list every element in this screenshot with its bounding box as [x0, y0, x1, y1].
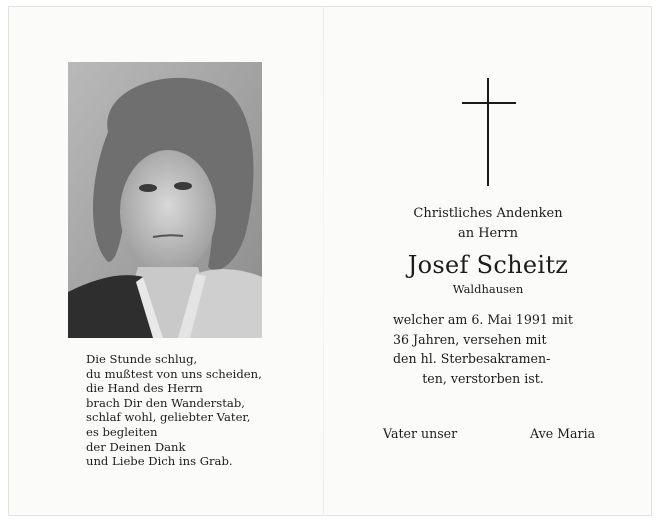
- latin-cross-icon: [462, 78, 516, 186]
- cross-horizontal-bar: [462, 102, 516, 104]
- memorial-poem: [86, 352, 306, 469]
- prayer-ave-maria: Ave Maria: [530, 426, 596, 441]
- notice-line: den hl. Sterbesakramen-: [393, 351, 551, 366]
- poem-line: schlaf wohl, geliebter Vater,: [86, 410, 251, 425]
- deceased-place: Waldhausen: [452, 282, 524, 296]
- notice-line: ten, verstorben ist.: [422, 370, 544, 386]
- poem-line: und Liebe Dich ins Grab.: [86, 454, 233, 469]
- heading-line-1: Christliches Andenken: [413, 206, 563, 221]
- poem-line: es begleiten: [86, 424, 158, 439]
- memorial-heading: [380, 204, 596, 244]
- card-fold-line: [323, 6, 324, 516]
- death-notice-text: [393, 310, 573, 388]
- portrait-image: [68, 62, 262, 338]
- heading-line-2: an Herrn: [457, 226, 519, 241]
- poem-line: die Hand des Herrn: [86, 381, 203, 396]
- cross-vertical-bar: [487, 78, 489, 186]
- portrait-photo: [68, 62, 262, 338]
- deceased-name: Josef Scheitz: [407, 251, 569, 279]
- poem-line: du mußtest von uns scheiden,: [86, 366, 262, 381]
- notice-line: welcher am 6. Mai 1991 mit: [393, 312, 573, 327]
- notice-line: 36 Jahren, versehen mit: [393, 331, 547, 347]
- poem-line: der Deinen Dank: [86, 439, 186, 454]
- poem-line: brach Dir den Wanderstab,: [86, 395, 245, 410]
- prayer-vater-unser: Vater unser: [383, 426, 458, 441]
- poem-line: Die Stunde schlug,: [86, 352, 198, 366]
